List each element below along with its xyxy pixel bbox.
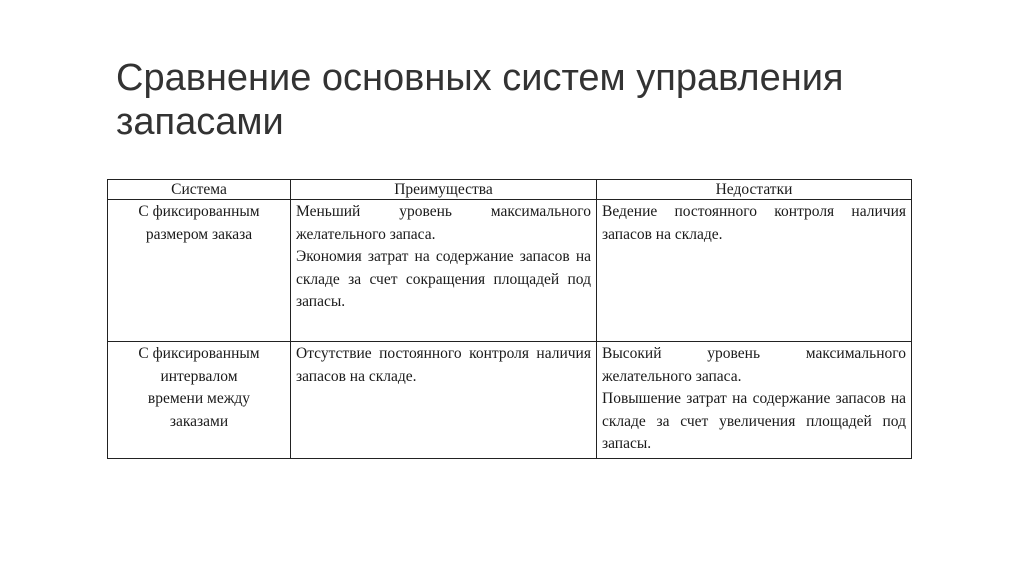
advantage-text: Меньший уровень максимального желательного запаса.	[296, 203, 591, 243]
system-line: времени между	[147, 390, 251, 407]
slide-title-line-1: Сравнение основных систем управления	[116, 57, 844, 99]
disadvantage-text: Высокий уровень максимального желательного запаса.	[602, 345, 906, 385]
advantages-cell	[291, 342, 597, 459]
system-cell	[108, 200, 291, 342]
header-disadvantages: Недостатки	[597, 180, 912, 200]
table-row	[108, 342, 912, 459]
header-system: Система	[108, 180, 291, 200]
table-row	[108, 200, 912, 342]
slide-title-line-2: запасами	[116, 101, 284, 143]
comparison-table	[107, 179, 912, 459]
system-line: С фиксированным	[138, 345, 260, 362]
system-line: заказами	[169, 412, 229, 430]
system-line: интервалом	[160, 367, 238, 385]
header-advantages: Преимущества	[291, 180, 597, 200]
disadvantages-cell	[597, 200, 912, 342]
system-line: С фиксированным	[138, 203, 260, 220]
advantages-cell	[291, 200, 597, 342]
advantage-text: Экономия затрат на содержание запасов на складе за счет сокращения площадей под запасы.	[296, 248, 591, 310]
system-cell	[108, 342, 291, 459]
advantage-text: Отсутствие постоянного контроля наличия запасов на складе.	[296, 345, 591, 385]
disadvantage-text: Ведение постоянного контроля наличия запасов на складе.	[602, 203, 906, 243]
table-header-row	[108, 180, 912, 200]
disadvantages-cell	[597, 342, 912, 459]
slide-title	[116, 56, 936, 144]
disadvantage-text: Повышение затрат на содержание запасов на складе за счет увеличения площадей под запасы.	[602, 390, 906, 452]
system-line: размером заказа	[145, 225, 253, 243]
